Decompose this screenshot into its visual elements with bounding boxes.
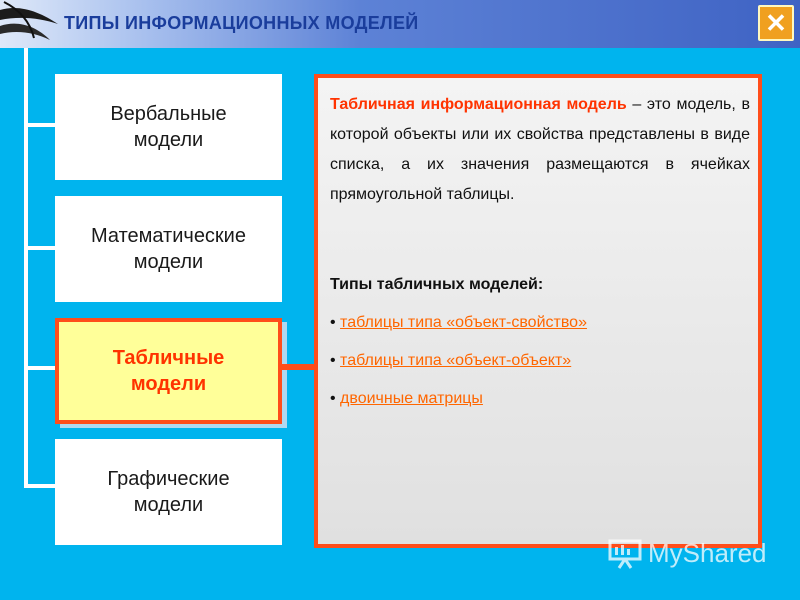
model-card-verbal[interactable] [55, 74, 282, 180]
watermark-text: MyShared [648, 538, 767, 568]
link-binary-matrices[interactable]: двоичные матрицы [340, 390, 483, 407]
content-panel [314, 74, 762, 548]
model-card-math[interactable] [55, 196, 282, 302]
definition-highlight: Табличная информационная модель [330, 96, 627, 113]
model-card-label: Вербальные модели [110, 103, 227, 151]
link-object-property[interactable]: таблицы типа «объект-свойство» [340, 314, 587, 331]
list-item: • таблицы типа «объект-объект» [330, 352, 572, 369]
watermark [608, 538, 767, 569]
model-card-label: Графические модели [107, 468, 230, 516]
active-connector [282, 364, 316, 370]
close-icon: ✕ [765, 8, 787, 38]
page-title: ТИПЫ ИНФОРМАЦИОННЫХ МОДЕЛЕЙ [64, 13, 419, 33]
types-title: Типы табличных моделей: [330, 276, 544, 293]
tree-vertical-line [24, 48, 28, 488]
presentation-board-icon [608, 539, 642, 569]
definition-rest: – это модель, в которой объекты или их свойства представлены в виде списка, а их значения размещаются в ячейках прямоугольной таблицы. [330, 96, 750, 203]
model-card-label: Математические модели [91, 225, 246, 273]
tree-connector-3 [24, 366, 56, 370]
list-item: • двоичные матрицы [330, 390, 483, 407]
definition-text [330, 90, 750, 210]
model-card-label: Табличные модели [112, 347, 225, 395]
close-button[interactable] [758, 5, 794, 41]
model-card-graphic[interactable] [55, 439, 282, 545]
link-object-object[interactable]: таблицы типа «объект-объект» [340, 352, 572, 369]
model-card-table[interactable] [55, 318, 282, 424]
tree-connector-4 [24, 484, 56, 488]
tree-connector-2 [24, 246, 56, 250]
header-bar [0, 0, 800, 48]
types-list [330, 313, 587, 427]
tree-connector-1 [24, 123, 56, 127]
list-item: • таблицы типа «объект-свойство» [330, 314, 587, 331]
